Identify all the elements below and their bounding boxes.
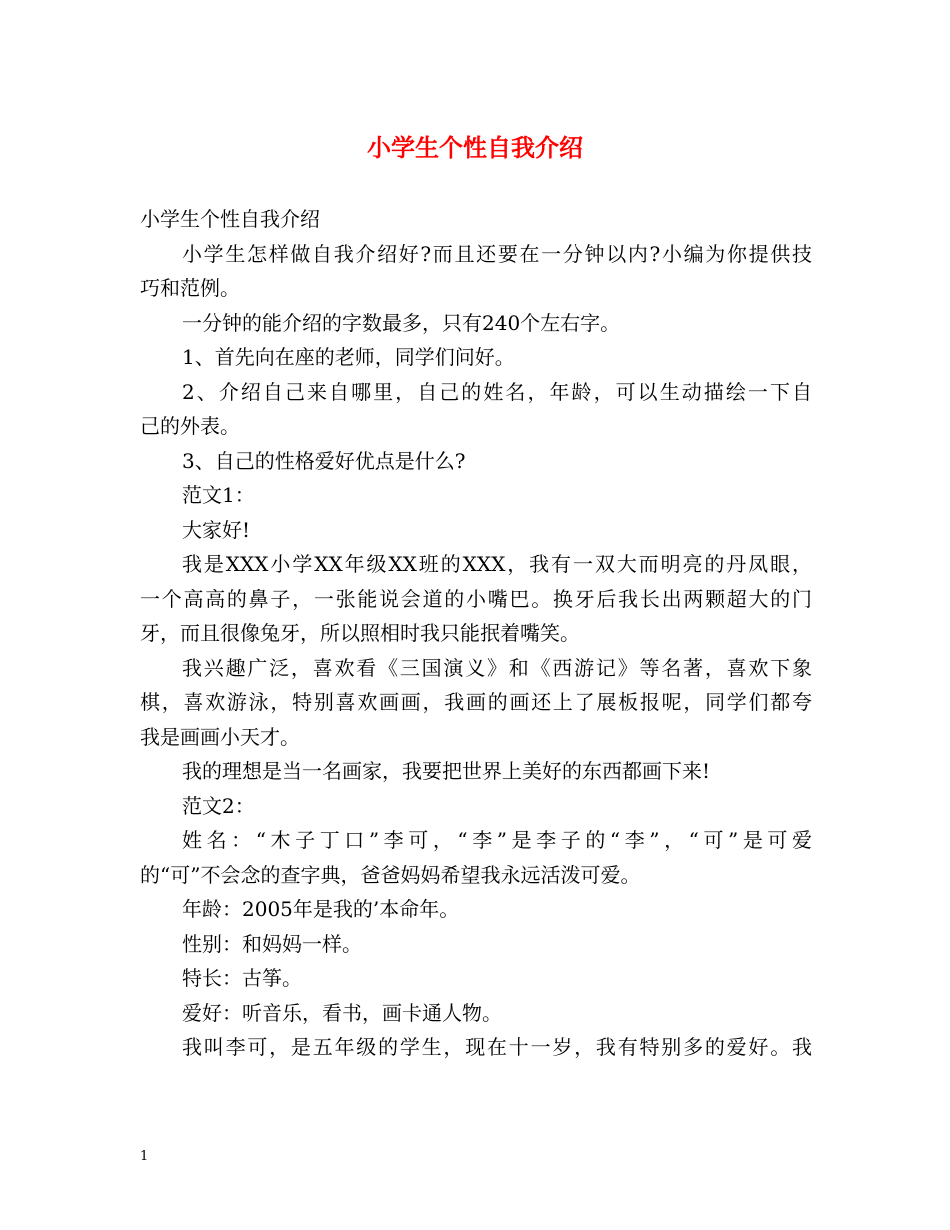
paragraph-line: 巧和范例。 [140, 276, 240, 300]
paragraph-line: 姓名：“木子丁口”李可，“李”是李子的“李”，“可”是可爱 [182, 828, 812, 852]
paragraph-line: 范文2： [182, 793, 255, 818]
paragraph-line: 我兴趣广泛，喜欢看《三国演义》和《西游记》等名著，喜欢下象 [182, 655, 812, 680]
paragraph-line: 性别：和妈妈一样。 [182, 931, 362, 956]
paragraph-line: 我的理想是当一名画家，我要把世界上美好的东西都画下来! [182, 759, 711, 783]
document-body [140, 202, 812, 1065]
paragraph-line: 一个高高的鼻子，一张能说会道的小嘴巴。换牙后我长出两颗超大的门 [140, 586, 812, 611]
paragraph-line: 一分钟的能介绍的字数最多，只有240个左右字。 [182, 310, 621, 335]
paragraph-line: 我是画画小天才。 [140, 724, 300, 749]
paragraph-line: 牙，而且很像兔牙，所以照相时我只能抿着嘴笑。 [140, 621, 580, 645]
paragraph-line: 己的外表。 [140, 414, 240, 438]
paragraph-line: 年龄：2005年是我的’本命年。 [182, 897, 460, 921]
paragraph-line: 2、介绍自己来自哪里，自己的姓名，年龄，可以生动描绘一下自 [182, 379, 812, 404]
page-number: 1 [140, 1149, 149, 1164]
paragraph-line: 棋，喜欢游泳，特别喜欢画画，我画的画还上了展板报呢，同学们都夸 [140, 690, 812, 714]
paragraph-line: 小学生个性自我介绍 [140, 207, 320, 231]
paragraph-line: 我是XXX小学XX年级XX班的XXX，我有一双大而明亮的丹凤眼， [182, 552, 812, 576]
paragraph-line: 3、自己的性格爱好优点是什么? [182, 448, 466, 473]
paragraph-line: 爱好：听音乐，看书，画卡通人物。 [182, 1000, 502, 1025]
document-title: 小学生个性自我介绍 [367, 133, 583, 162]
paragraph-line: 1、首先向在座的老师，同学们问好。 [182, 345, 515, 369]
paragraph-line: 小学生怎样做自我介绍好?而且还要在一分钟以内?小编为你提供技 [182, 241, 812, 266]
paragraph-line: 的“可”不会念的查字典，爸爸妈妈希望我永远活泼可爱。 [140, 862, 641, 887]
paragraph-line: 范文1： [182, 483, 255, 507]
paragraph-line: 我叫李可，是五年级的学生，现在十一岁，我有特别多的爱好。我 [182, 1035, 812, 1059]
paragraph-line: 大家好! [182, 517, 251, 542]
paragraph-line: 特长：古筝。 [182, 966, 302, 990]
